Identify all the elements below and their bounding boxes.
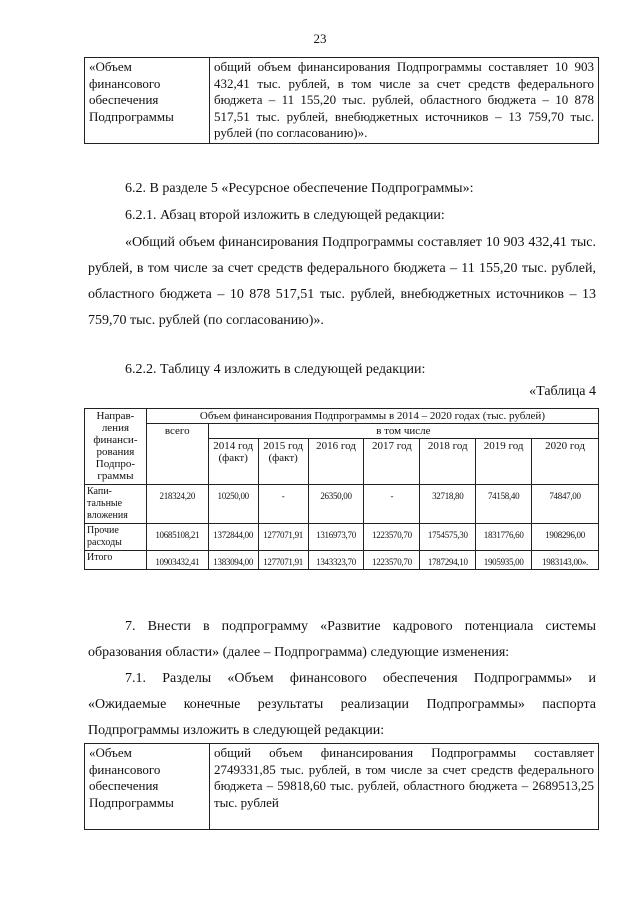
col-year: 2017 год — [364, 439, 420, 485]
cell-value: - — [258, 485, 308, 524]
col-including: в том числе — [208, 424, 598, 439]
cell-value: 1223570,70 — [364, 524, 420, 551]
col-year: 2019 год — [476, 439, 532, 485]
cell-value: 10250,00 — [208, 485, 258, 524]
funding-box-2-text: общий объем финансирования Подпрограммы составляет 2749331,85 тыс. рублей, в том числе за счет средств федерального бюджета – 59818,60 тыс. рублей, областного бюджета – 2689513,25 тыс. рублей — [210, 744, 599, 830]
paragraph-6-2: 6.2. В разделе 5 «Ресурсное обеспечение Подпрограммы»: — [125, 181, 474, 196]
paragraph-7: 7. Внести в подпрограмму «Развитие кадрового потенциала системы образования области» (далее – Подпрограмма) следующие изменения: — [88, 619, 596, 660]
table-caption: «Таблица 4 — [529, 384, 596, 399]
cell-value: 1372844,00 — [208, 524, 258, 551]
col-year: 2016 год — [308, 439, 364, 485]
cell-value: 1905935,00 — [476, 551, 532, 570]
funding-box-1-text: общий объем финансирования Подпрограммы составляет 10 903 432,41 тыс. рублей, в том числе за счет средств федерального бюджета – 11 155,20 тыс. рублей, областного бюджета – 10 878 517,51 тыс. рублей, внебюджетных источников – 13 759,70 тыс. рублей (по согласованию)». — [210, 58, 599, 144]
cell-value: 1343323,70 — [308, 551, 364, 570]
cell-value: 218324,20 — [146, 485, 208, 524]
funding-box-2 — [84, 743, 599, 830]
col-total: всего — [146, 424, 208, 485]
row-name: Итого — [85, 551, 147, 570]
table-row — [85, 485, 599, 524]
paragraph-quote: «Общий объем финансирования Подпрограммы составляет 10 903 432,41 тыс. рублей, в том числе за счет средств федерального бюджета – 11 155,20 тыс. рублей, областного бюджета – 10 878 517,51 тыс. рублей, внебюджетных источников – 13 759,70 тыс. рублей (по согласованию)». — [88, 235, 596, 328]
funding-box-2-label: «Объем финансового обеспечения Подпрограммы — [85, 744, 210, 830]
cell-value: 1908296,00 — [532, 524, 599, 551]
cell-value: 1831776,60 — [476, 524, 532, 551]
funding-table — [84, 408, 599, 570]
cell-value: 74158,40 — [476, 485, 532, 524]
row-name: Прочие расходы — [85, 524, 147, 551]
col-year: 2015 год (факт) — [258, 439, 308, 485]
paragraph-7-1: 7.1. Разделы «Объем финансового обеспечения Подпрограммы» и «Ожидаемые конечные результаты реализации Подпрограммы» паспорта Подпрограммы изложить в следующей редакции: — [88, 671, 596, 738]
paragraph-6-2-1: 6.2.1. Абзац второй изложить в следующей редакции: — [125, 208, 445, 223]
cell-value: 74847,00 — [532, 485, 599, 524]
col-year: 2020 год — [532, 439, 599, 485]
table-row — [85, 551, 599, 570]
funding-box-1 — [84, 57, 599, 144]
page-number: 23 — [313, 31, 327, 46]
cell-value: 1754575,30 — [420, 524, 476, 551]
cell-value: 1787294,10 — [420, 551, 476, 570]
cell-value: 1277071,91 — [258, 524, 308, 551]
table-row — [85, 524, 599, 551]
cell-value: 1983143,00». — [532, 551, 599, 570]
cell-value: 1277071,91 — [258, 551, 308, 570]
col-year: 2018 год — [420, 439, 476, 485]
paragraph-6-2-2: 6.2.2. Таблицу 4 изложить в следующей редакции: — [125, 362, 426, 377]
cell-value: - — [364, 485, 420, 524]
funding-box-1-label: «Объем финансового обеспечения Подпрограммы — [85, 58, 210, 144]
cell-value: 10685108,21 — [146, 524, 208, 551]
row-name: Капи-тальные вложения — [85, 485, 147, 524]
cell-value: 26350,00 — [308, 485, 364, 524]
col-year: 2014 год (факт) — [208, 439, 258, 485]
cell-value: 1223570,70 — [364, 551, 420, 570]
cell-value: 32718,80 — [420, 485, 476, 524]
cell-value: 1383094,00 — [208, 551, 258, 570]
col-direction: Направ-ления финанси-рования Подпро-граммы — [85, 409, 147, 485]
group-header: Объем финансирования Подпрограммы в 2014 – 2020 годах (тыс. рублей) — [146, 409, 598, 424]
cell-value: 1316973,70 — [308, 524, 364, 551]
cell-value: 10903432,41 — [146, 551, 208, 570]
